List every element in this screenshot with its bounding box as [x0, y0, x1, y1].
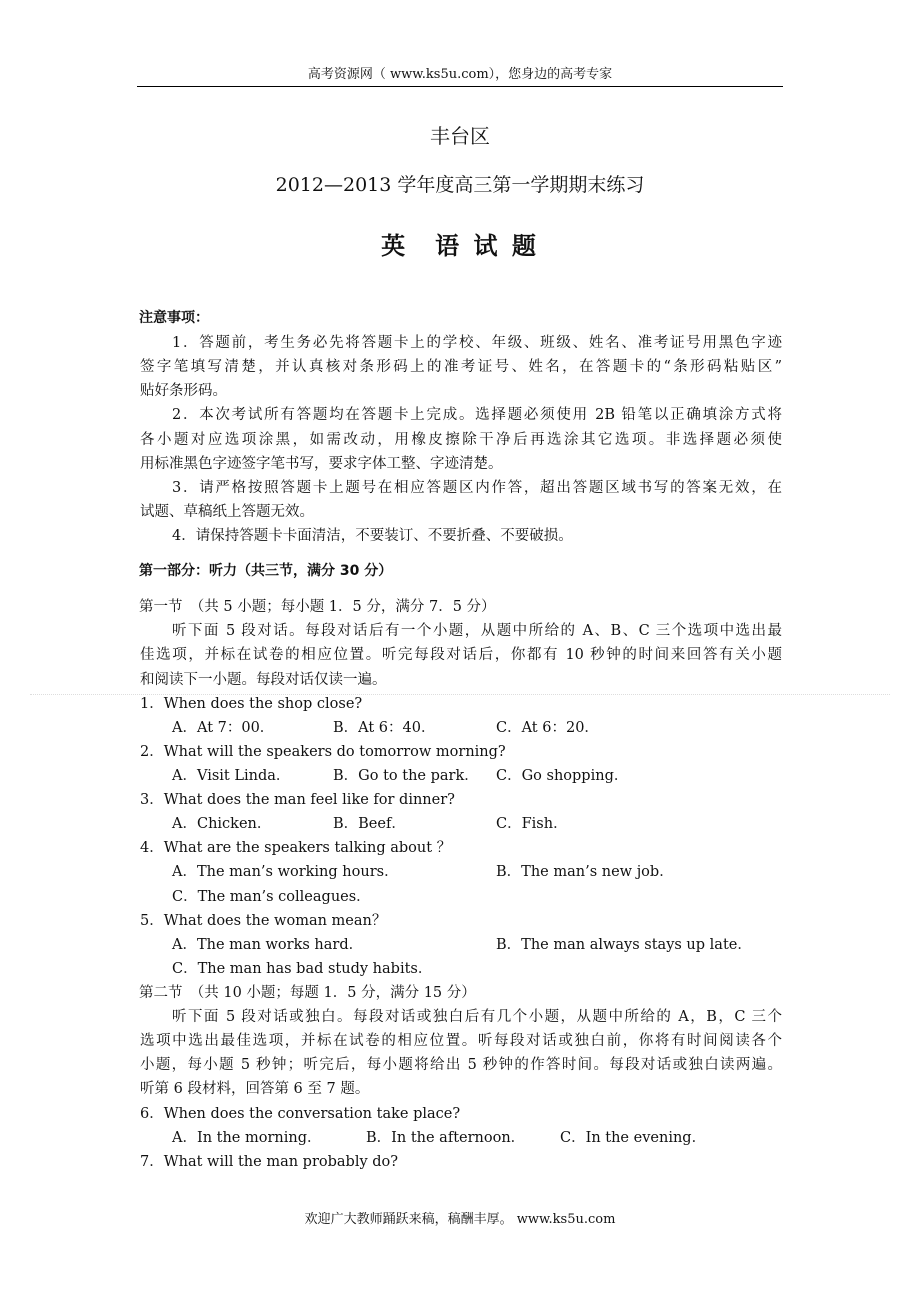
- section2-line: 听第 6 段材料，回答第 6 至 7 题。: [140, 1081, 370, 1097]
- option-a: A．The man works hard．: [172, 937, 364, 953]
- option-c: C．At 6：20．: [496, 720, 599, 736]
- section2-line: 小题，每小题 5 秒钟；听完后，每小题将给出 5 秒钟的作答时间。每段对话或独白读两遍。: [140, 1057, 782, 1073]
- question-3: 3．What does the man feel like for dinner?: [140, 792, 455, 808]
- notice-line: 4．请保持答题卡卡面清洁，不要装订、不要折叠、不要破损。: [172, 528, 573, 544]
- notice-line: 3．请严格按照答题卡上题号在相应答题区内作答，超出答题区域书写的答案无效，在: [172, 480, 782, 496]
- header-rule: [137, 86, 783, 87]
- notice-line: 各小题对应选项涂黑，如需改动，用橡皮擦除干净后再选涂其它选项。非选择题必须使: [140, 432, 782, 448]
- option-b: B．In the afternoon．: [366, 1130, 526, 1146]
- notice-line: 签字笔填写清楚，并认真核对条形码上的准考证号、姓名，在答题卡的“条形码粘贴区”: [140, 359, 782, 375]
- notice-line: 用标准黑色字迹签字笔书写，要求字体工整、字迹清楚。: [140, 456, 503, 472]
- question-6: 6．When does the conversation take place?: [140, 1106, 461, 1122]
- notice-heading: 注意事项：: [139, 310, 209, 326]
- section1-heading: 第一节 （共 5 小题；每小题 1．5 分，满分 7．5 分）: [139, 599, 496, 615]
- section1-line: 和阅读下一小题。每段对话仅读一遍。: [140, 672, 387, 688]
- section2-line: 听下面 5 段对话或独白。每段对话或独白后有几个小题，从题中所给的 A，B，C 三个: [172, 1009, 782, 1025]
- option-c: C．Go shopping．: [496, 768, 629, 784]
- option-c: C．In the evening．: [560, 1130, 707, 1146]
- question-5: 5．What does the woman mean？: [140, 913, 387, 929]
- question-1: 1．When does the shop close?: [140, 696, 363, 712]
- option-b: B．Beef．: [333, 816, 406, 832]
- option-a: A．In the morning．: [172, 1130, 322, 1146]
- subtitle: 2012—2013 学年度高三第一学期期末练习: [275, 174, 645, 196]
- notice-line: 2．本次考试所有答题均在答题卡上完成。选择题必须使用 2B 铅笔以正确填涂方式将: [172, 407, 782, 423]
- page-title: 英 语 试 题: [381, 232, 539, 260]
- page-header: 高考资源网（ www.ks5u.com），您身边的高考专家: [307, 67, 613, 82]
- option-a: A．The man’s working hours．: [172, 864, 399, 880]
- option-b: B．At 6：40．: [333, 720, 436, 736]
- option-c: C．The man has bad study habits．: [172, 961, 433, 977]
- question-2: 2．What will the speakers do tomorrow morning?: [140, 744, 506, 760]
- section1-line: 佳选项，并标在试卷的相应位置。听完每段对话后，你都有 10 秒钟的时间来回答有关小题: [140, 647, 782, 663]
- notice-line: 贴好条形码。: [140, 383, 227, 399]
- option-c: C．Fish．: [496, 816, 568, 832]
- notice-line: 1．答题前，考生务必先将答题卡上的学校、年级、班级、姓名、准考证号用黑色字迹: [172, 335, 782, 351]
- page-footer: 欢迎广大教师踊跃来稿，稿酬丰厚。 www.ks5u.com: [304, 1212, 616, 1227]
- option-a: A．Visit Linda．: [172, 768, 291, 784]
- option-c: C．The man’s colleagues．: [172, 889, 371, 905]
- part1-heading: 第一部分：听力（共三节，满分 30 分）: [139, 563, 393, 579]
- district: 丰台区: [430, 124, 490, 148]
- question-7: 7．What will the man probably do?: [140, 1154, 399, 1170]
- option-a: A．At 7：00．: [172, 720, 275, 736]
- option-a: A．Chicken．: [172, 816, 272, 832]
- option-b: B．The man always stays up late．: [496, 937, 752, 953]
- section1-line: 听下面 5 段对话。每段对话后有一个小题，从题中所给的 A、B、C 三个选项中选出最: [172, 623, 782, 639]
- section2-line: 选项中选出最佳选项，并标在试卷的相应位置。听每段对话或独白前，你将有时间阅读各个: [140, 1033, 782, 1049]
- option-b: B．The man’s new job．: [496, 864, 674, 880]
- option-b: B．Go to the park．: [333, 768, 479, 784]
- notice-line: 试题、草稿纸上答题无效。: [140, 504, 314, 520]
- section2-heading: 第二节 （共 10 小题；每题 1．5 分，满分 15 分）: [139, 985, 476, 1001]
- question-4: 4．What are the speakers talking about ？: [140, 840, 452, 856]
